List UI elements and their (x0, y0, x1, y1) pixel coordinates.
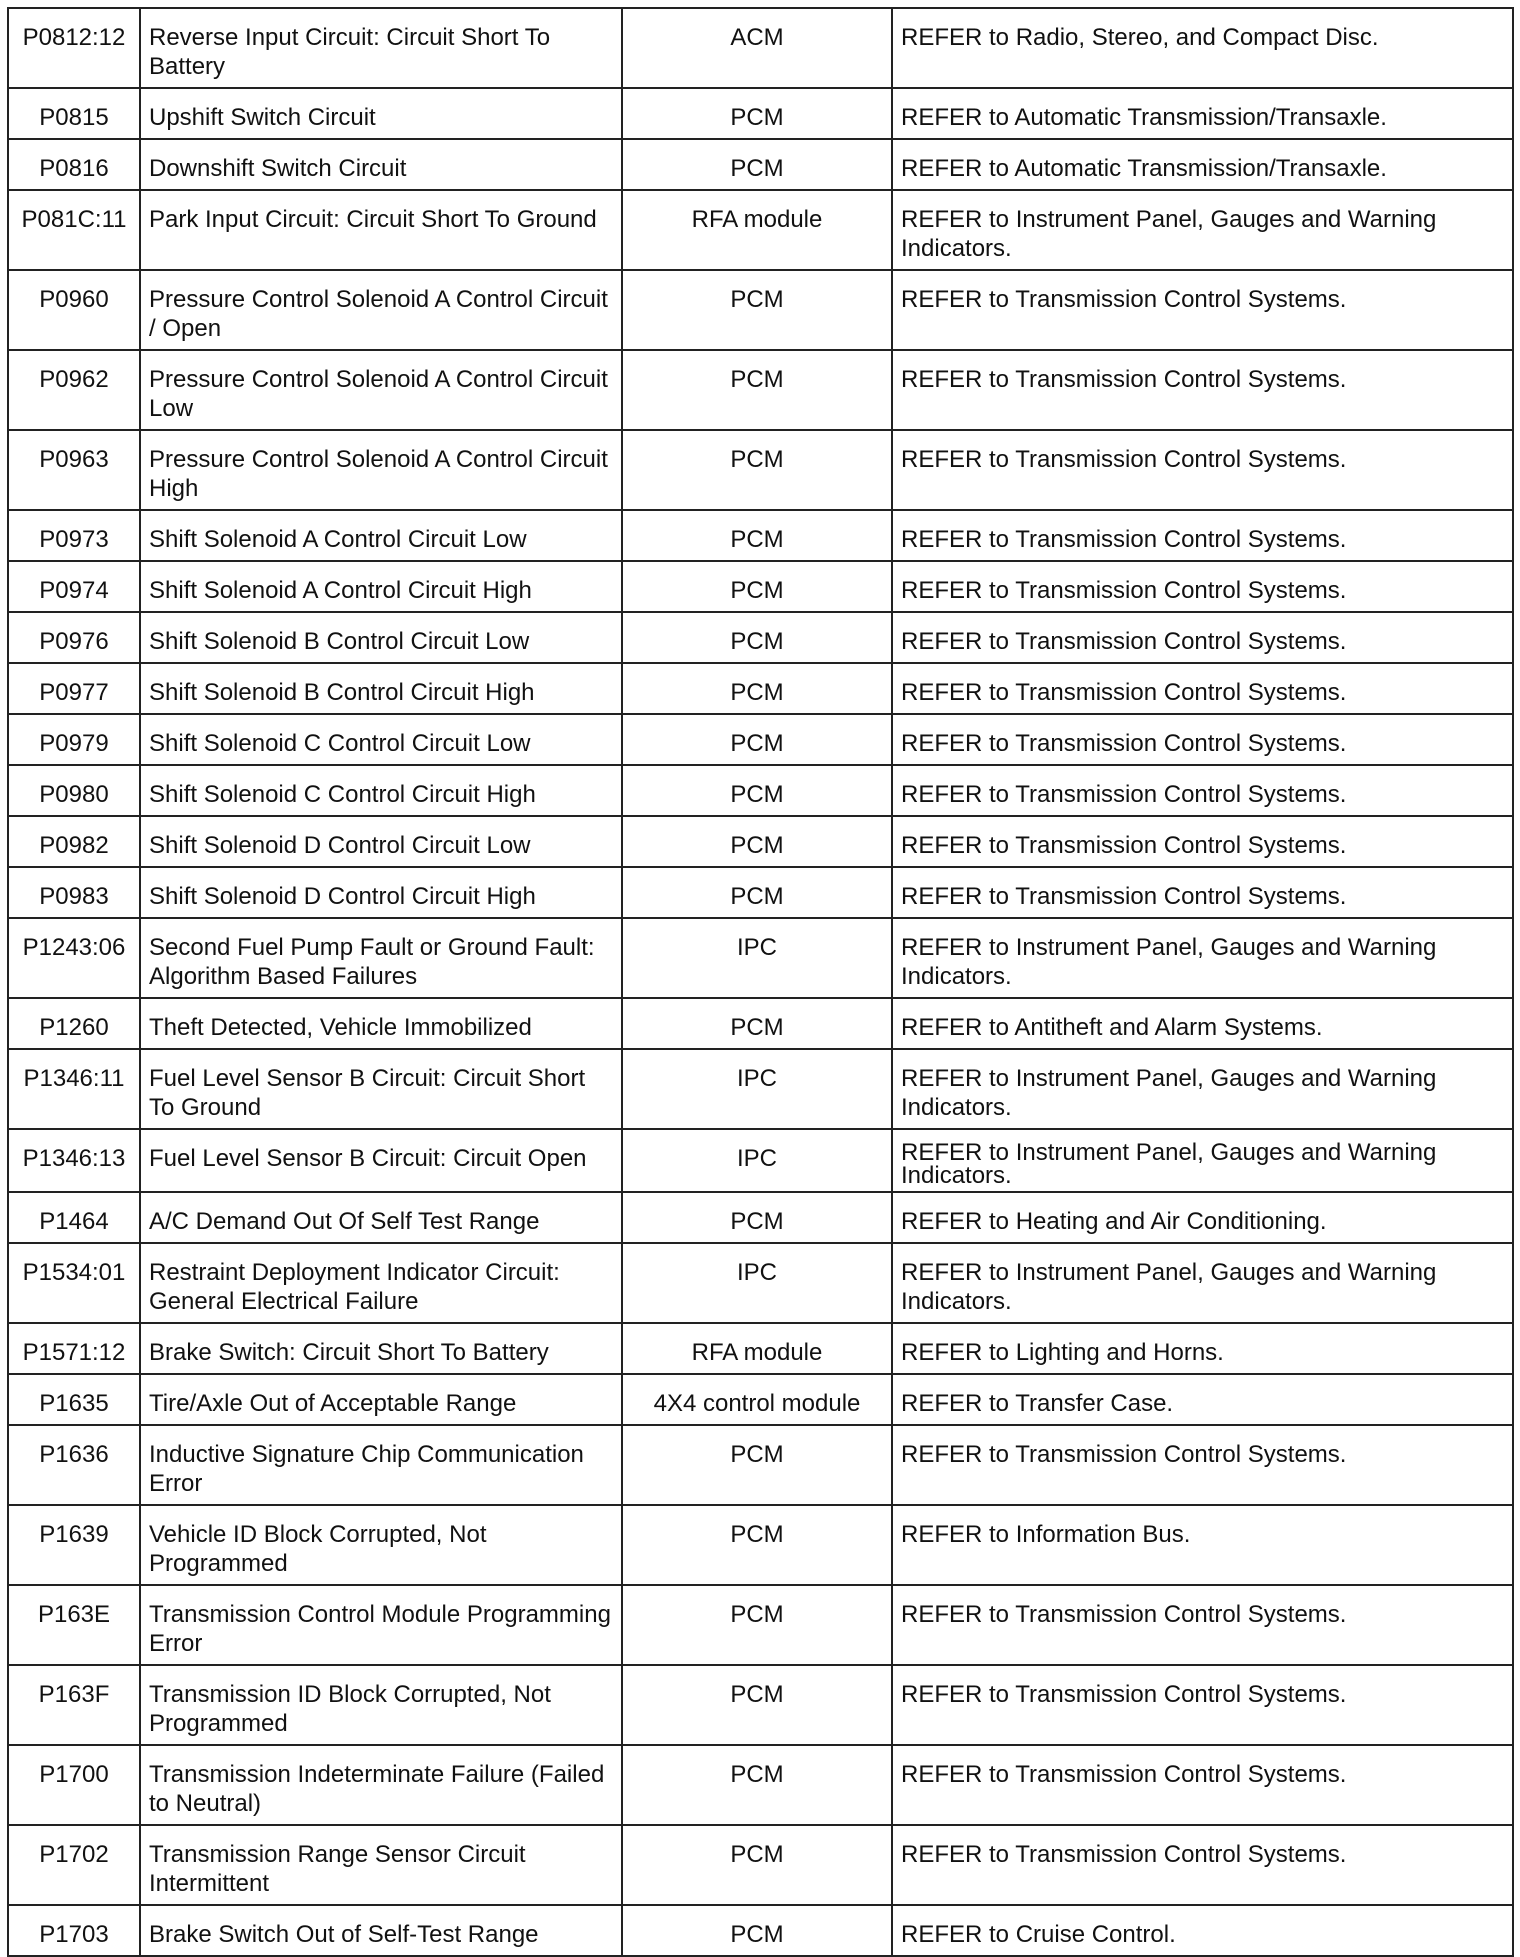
table-row (8, 1745, 1513, 1825)
dtc-module-cell: ACM (622, 8, 892, 88)
dtc-action-cell: REFER to Automatic Transmission/Transaxle. (892, 139, 1513, 190)
dtc-action-cell: REFER to Cruise Control. (892, 1905, 1513, 1956)
dtc-module-cell: PCM (622, 1425, 892, 1505)
dtc-code-cell: P1571:12 (8, 1323, 140, 1374)
dtc-description-cell: Second Fuel Pump Fault or Ground Fault: Algorithm Based Failures (140, 918, 622, 998)
dtc-action-cell: REFER to Transmission Control Systems. (892, 1585, 1513, 1665)
dtc-code-cell: P0812:12 (8, 8, 140, 88)
table-row (8, 430, 1513, 510)
table-row (8, 8, 1513, 88)
dtc-description-cell: Reverse Input Circuit: Circuit Short To Battery (140, 8, 622, 88)
dtc-code-cell: P1700 (8, 1745, 140, 1825)
dtc-description-cell: Brake Switch Out of Self-Test Range (140, 1905, 622, 1956)
table-row (8, 765, 1513, 816)
table-row (8, 612, 1513, 663)
dtc-action-cell: REFER to Instrument Panel, Gauges and Warning Indicators. (892, 1243, 1513, 1323)
dtc-code-cell: P0962 (8, 350, 140, 430)
dtc-description-cell: Fuel Level Sensor B Circuit: Circuit Short To Ground (140, 1049, 622, 1129)
dtc-action-cell: REFER to Heating and Air Conditioning. (892, 1192, 1513, 1243)
dtc-module-cell: PCM (622, 1192, 892, 1243)
table-row (8, 1192, 1513, 1243)
table-row (8, 663, 1513, 714)
dtc-description-cell: Theft Detected, Vehicle Immobilized (140, 998, 622, 1049)
dtc-module-cell: PCM (622, 867, 892, 918)
dtc-module-cell: PCM (622, 1905, 892, 1956)
dtc-code-cell: P0816 (8, 139, 140, 190)
dtc-action-cell: REFER to Instrument Panel, Gauges and Warning Indicators. (892, 190, 1513, 270)
dtc-module-cell: PCM (622, 430, 892, 510)
dtc-description-cell: Shift Solenoid C Control Circuit High (140, 765, 622, 816)
dtc-description-cell: Transmission Range Sensor Circuit Intermittent (140, 1825, 622, 1905)
dtc-module-cell: PCM (622, 816, 892, 867)
table-row (8, 561, 1513, 612)
dtc-code-cell: P1702 (8, 1825, 140, 1905)
dtc-code-cell: P1635 (8, 1374, 140, 1425)
dtc-module-cell: PCM (622, 561, 892, 612)
dtc-description-cell: Pressure Control Solenoid A Control Circuit / Open (140, 270, 622, 350)
dtc-module-cell: PCM (622, 1505, 892, 1585)
dtc-action-cell: REFER to Transmission Control Systems. (892, 816, 1513, 867)
dtc-code-cell: P0963 (8, 430, 140, 510)
dtc-description-cell: Brake Switch: Circuit Short To Battery (140, 1323, 622, 1374)
table-row (8, 998, 1513, 1049)
dtc-description-cell: Park Input Circuit: Circuit Short To Ground (140, 190, 622, 270)
table-row (8, 88, 1513, 139)
table-row (8, 1825, 1513, 1905)
dtc-description-cell: Vehicle ID Block Corrupted, Not Programmed (140, 1505, 622, 1585)
dtc-action-cell: REFER to Information Bus. (892, 1505, 1513, 1585)
table-row (8, 918, 1513, 998)
dtc-code-cell: P1639 (8, 1505, 140, 1585)
table-row (8, 510, 1513, 561)
dtc-description-cell: Shift Solenoid C Control Circuit Low (140, 714, 622, 765)
dtc-action-cell: REFER to Transfer Case. (892, 1374, 1513, 1425)
dtc-code-cell: P1464 (8, 1192, 140, 1243)
dtc-description-cell: Downshift Switch Circuit (140, 139, 622, 190)
dtc-code-cell: P1243:06 (8, 918, 140, 998)
dtc-module-cell: PCM (622, 1665, 892, 1745)
dtc-module-cell: IPC (622, 1129, 892, 1192)
dtc-module-cell: PCM (622, 1745, 892, 1825)
dtc-description-cell: Shift Solenoid A Control Circuit High (140, 561, 622, 612)
dtc-module-cell: 4X4 control module (622, 1374, 892, 1425)
table-row (8, 1505, 1513, 1585)
dtc-description-cell: Tire/Axle Out of Acceptable Range (140, 1374, 622, 1425)
dtc-action-cell: REFER to Transmission Control Systems. (892, 663, 1513, 714)
dtc-code-cell: P163F (8, 1665, 140, 1745)
dtc-code-cell: P0815 (8, 88, 140, 139)
dtc-module-cell: PCM (622, 765, 892, 816)
table-row (8, 350, 1513, 430)
dtc-module-cell: PCM (622, 612, 892, 663)
dtc-action-cell: REFER to Instrument Panel, Gauges and Warning Indicators. (892, 1129, 1513, 1192)
dtc-action-cell: REFER to Transmission Control Systems. (892, 1425, 1513, 1505)
dtc-module-cell: PCM (622, 270, 892, 350)
dtc-code-cell: P1534:01 (8, 1243, 140, 1323)
dtc-code-cell: P0977 (8, 663, 140, 714)
dtc-code-cell: P0980 (8, 765, 140, 816)
dtc-description-cell: Transmission Control Module Programming Error (140, 1585, 622, 1665)
table-row (8, 1243, 1513, 1323)
dtc-code-cell: P0979 (8, 714, 140, 765)
dtc-description-cell: Transmission Indeterminate Failure (Failed to Neutral) (140, 1745, 622, 1825)
dtc-action-cell: REFER to Transmission Control Systems. (892, 612, 1513, 663)
dtc-module-cell: IPC (622, 1243, 892, 1323)
table-row (8, 1665, 1513, 1745)
dtc-action-cell: REFER to Transmission Control Systems. (892, 350, 1513, 430)
table-row (8, 190, 1513, 270)
dtc-code-cell: P0976 (8, 612, 140, 663)
dtc-action-cell: REFER to Transmission Control Systems. (892, 867, 1513, 918)
table-row (8, 816, 1513, 867)
table-row (8, 1049, 1513, 1129)
dtc-description-cell: Restraint Deployment Indicator Circuit: General Electrical Failure (140, 1243, 622, 1323)
dtc-code-cell: P1703 (8, 1905, 140, 1956)
dtc-module-cell: PCM (622, 714, 892, 765)
dtc-code-cell: P1346:11 (8, 1049, 140, 1129)
dtc-module-cell: PCM (622, 350, 892, 430)
dtc-action-cell: REFER to Antitheft and Alarm Systems. (892, 998, 1513, 1049)
dtc-description-cell: Shift Solenoid B Control Circuit Low (140, 612, 622, 663)
dtc-code-cell: P1260 (8, 998, 140, 1049)
dtc-code-cell: P1636 (8, 1425, 140, 1505)
dtc-action-cell: REFER to Transmission Control Systems. (892, 765, 1513, 816)
dtc-code-cell: P081C:11 (8, 190, 140, 270)
dtc-description-cell: Pressure Control Solenoid A Control Circuit High (140, 430, 622, 510)
dtc-action-cell: REFER to Radio, Stereo, and Compact Disc. (892, 8, 1513, 88)
dtc-action-cell: REFER to Transmission Control Systems. (892, 561, 1513, 612)
dtc-action-cell: REFER to Transmission Control Systems. (892, 430, 1513, 510)
dtc-code-cell: P0982 (8, 816, 140, 867)
dtc-module-cell: PCM (622, 998, 892, 1049)
table-row (8, 139, 1513, 190)
table-row (8, 1323, 1513, 1374)
dtc-action-cell: REFER to Automatic Transmission/Transaxle. (892, 88, 1513, 139)
dtc-action-cell: REFER to Transmission Control Systems. (892, 1745, 1513, 1825)
dtc-module-cell: PCM (622, 88, 892, 139)
dtc-module-cell: PCM (622, 139, 892, 190)
dtc-module-cell: RFA module (622, 1323, 892, 1374)
dtc-code-cell: P0960 (8, 270, 140, 350)
dtc-table (7, 7, 1514, 1957)
dtc-description-cell: A/C Demand Out Of Self Test Range (140, 1192, 622, 1243)
table-row (8, 270, 1513, 350)
dtc-action-cell: REFER to Instrument Panel, Gauges and Warning Indicators. (892, 918, 1513, 998)
table-row (8, 867, 1513, 918)
dtc-action-cell: REFER to Transmission Control Systems. (892, 510, 1513, 561)
dtc-code-cell: P1346:13 (8, 1129, 140, 1192)
dtc-action-cell: REFER to Transmission Control Systems. (892, 270, 1513, 350)
dtc-code-cell: P0974 (8, 561, 140, 612)
dtc-description-cell: Shift Solenoid A Control Circuit Low (140, 510, 622, 561)
dtc-code-cell: P0973 (8, 510, 140, 561)
dtc-module-cell: PCM (622, 663, 892, 714)
dtc-code-cell: P0983 (8, 867, 140, 918)
dtc-description-cell: Pressure Control Solenoid A Control Circuit Low (140, 350, 622, 430)
dtc-module-cell: PCM (622, 1825, 892, 1905)
table-row (8, 1585, 1513, 1665)
table-row (8, 1425, 1513, 1505)
dtc-action-cell: REFER to Instrument Panel, Gauges and Warning Indicators. (892, 1049, 1513, 1129)
table-row (8, 1905, 1513, 1956)
dtc-description-cell: Shift Solenoid D Control Circuit High (140, 867, 622, 918)
dtc-description-cell: Shift Solenoid B Control Circuit High (140, 663, 622, 714)
dtc-module-cell: PCM (622, 1585, 892, 1665)
dtc-description-cell: Transmission ID Block Corrupted, Not Programmed (140, 1665, 622, 1745)
dtc-code-cell: P163E (8, 1585, 140, 1665)
dtc-table-body (8, 8, 1513, 1956)
dtc-module-cell: IPC (622, 1049, 892, 1129)
table-row (8, 714, 1513, 765)
table-row (8, 1129, 1513, 1192)
dtc-action-cell: REFER to Lighting and Horns. (892, 1323, 1513, 1374)
dtc-module-cell: IPC (622, 918, 892, 998)
dtc-description-cell: Shift Solenoid D Control Circuit Low (140, 816, 622, 867)
dtc-action-cell: REFER to Transmission Control Systems. (892, 1665, 1513, 1745)
dtc-module-cell: PCM (622, 510, 892, 561)
table-row (8, 1374, 1513, 1425)
dtc-action-cell: REFER to Transmission Control Systems. (892, 1825, 1513, 1905)
dtc-description-cell: Inductive Signature Chip Communication Error (140, 1425, 622, 1505)
dtc-description-cell: Upshift Switch Circuit (140, 88, 622, 139)
dtc-action-cell: REFER to Transmission Control Systems. (892, 714, 1513, 765)
dtc-module-cell: RFA module (622, 190, 892, 270)
dtc-description-cell: Fuel Level Sensor B Circuit: Circuit Open (140, 1129, 622, 1192)
